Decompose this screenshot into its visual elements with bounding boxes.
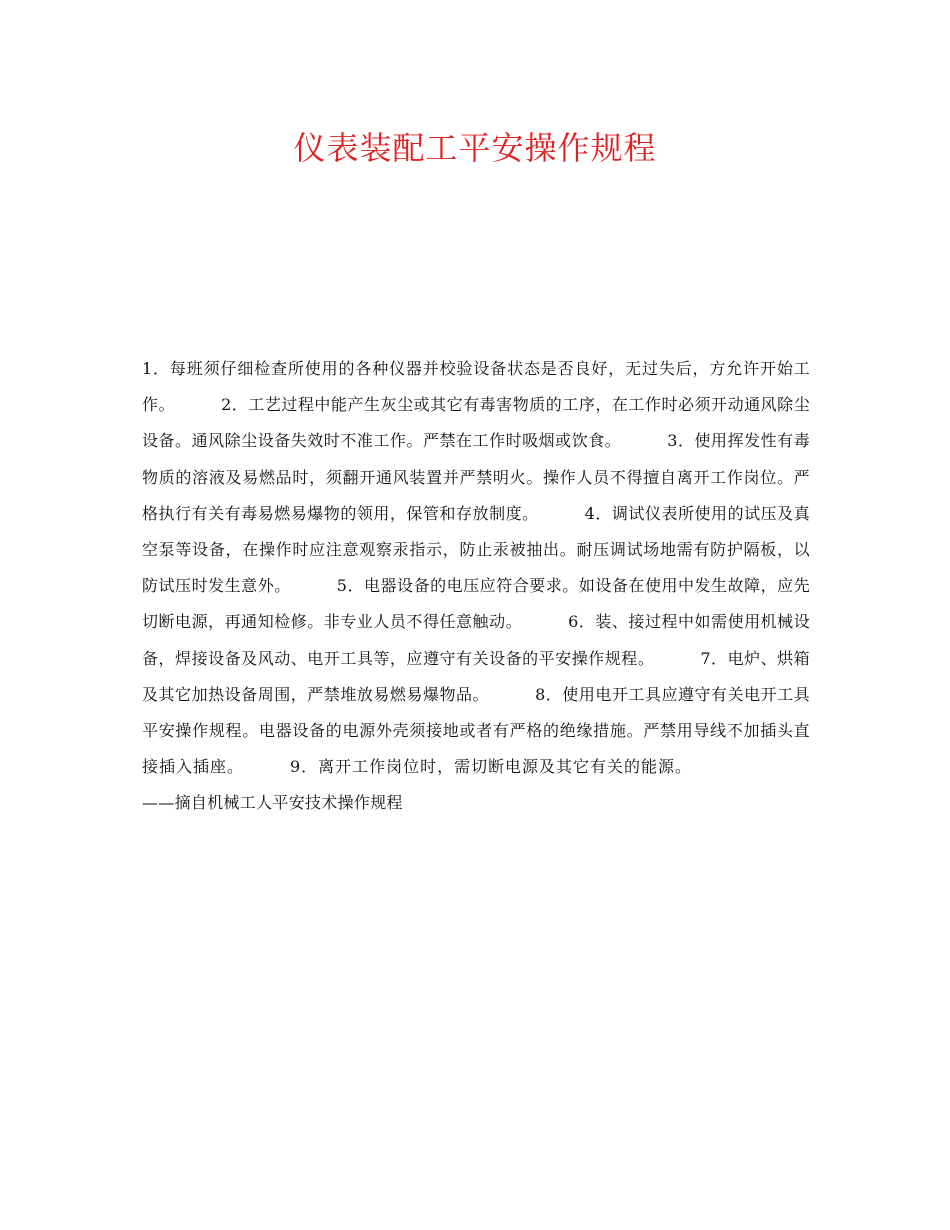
- page-title: 仪表装配工平安操作规程: [293, 129, 657, 167]
- list-item: 9．离开工作岗位时，需切断电源及其它有关的能源。: [289, 757, 692, 777]
- list-item: 7．电炉、烘箱及其它加热设备周围，严禁堆放易燃易爆物品。: [142, 648, 810, 704]
- list-item: 5．电器设备的电压应符合要求。如设备在使用中发生故障，应先切断电源，再通知检修。非专业人员不得任意触动。: [142, 576, 810, 632]
- source-citation: ——摘自机械工人平安技术操作规程: [142, 793, 403, 813]
- list-item: 3．使用挥发性有毒物质的溶液及易燃品时，须翻开通风装置并严禁明火。操作人员不得擅自离开工作岗位。严格执行有关有毒易燃易爆物的领用，保管和存放制度。: [142, 431, 810, 523]
- list-item: 2．工艺过程中能产生灰尘或其它有毒害物质的工序，在工作时必须开动通风除尘设备。通风除尘设备失效时不准工作。严禁在工作时吸烟或饮食。: [142, 395, 810, 451]
- list-item: 6．装、接过程中如需使用机械设备，焊接设备及风动、电开工具等，应遵守有关设备的平安操作规程。: [142, 612, 811, 668]
- document-body: [142, 351, 810, 822]
- list-item: 4．调试仪表所使用的试压及真空泵等设备，在操作时应注意观察汞指示，防止汞被抽出。耐压调试场地需有防护隔板，以防试压时发生意外。: [142, 503, 810, 596]
- list-item: 8．使用电开工具应遵守有关电开工具平安操作规程。电器设备的电源外壳须接地或者有严格的绝缘措施。严禁用导线不加插头直接插入插座。: [142, 684, 810, 777]
- list-item: 1．每班须仔细检查所使用的各种仪器并校验设备状态是否良好，无过失后，方允许开始工作。: [142, 359, 810, 415]
